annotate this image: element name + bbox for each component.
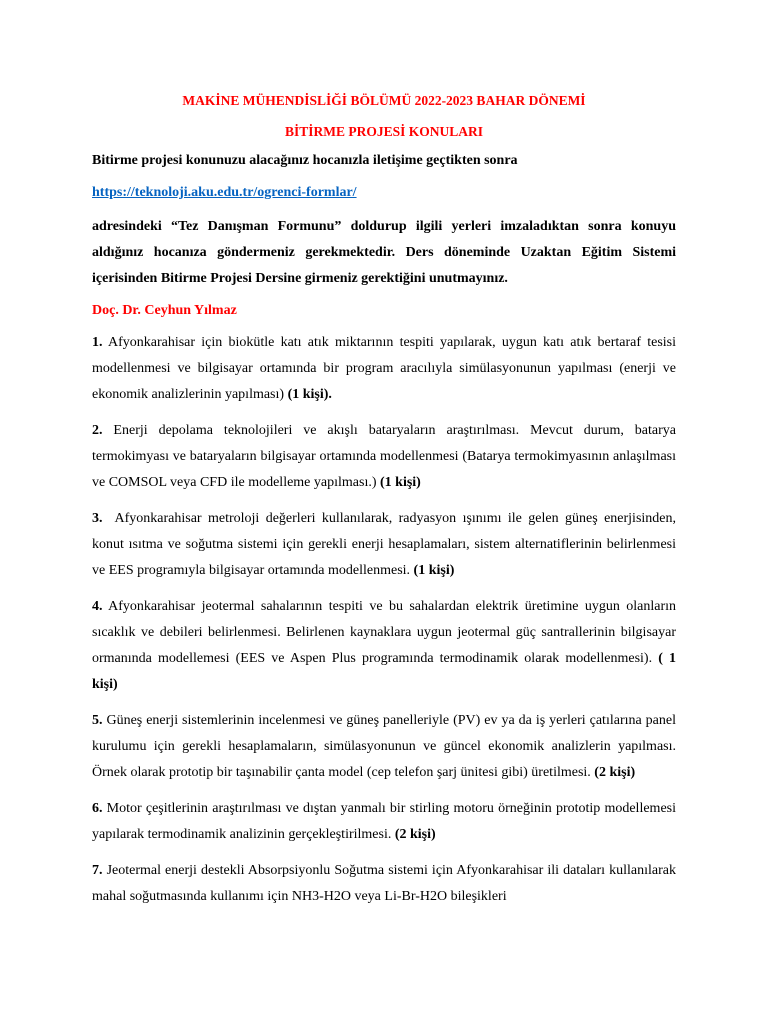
- advisor-name: Doç. Dr. Ceyhun Yılmaz: [92, 303, 237, 318]
- topic-number: 6.: [92, 801, 103, 816]
- topic-person-count: (1 kişi).: [287, 387, 332, 402]
- topic-item: [92, 330, 676, 408]
- topic-list: [92, 330, 676, 910]
- topic-number: 4.: [92, 599, 103, 614]
- topic-person-count: ( 1 kişi): [92, 651, 676, 692]
- topic-number: 1.: [92, 335, 103, 350]
- topic-text: Afyonkarahisar metroloji değerleri kullanılarak, radyasyon ışınımı ile gelen güneş enerjisinden, konut ısıtma ve soğutma sistemi için gerekli enerji hesaplamaları, sistem alternatiflerinin belirlenmesi ve EES programıyla bilgisayar ortamında modellenmesi.: [92, 511, 676, 578]
- topic-number: 7.: [92, 863, 103, 878]
- topic-text: Güneş enerji sistemlerinin incelenmesi ve güneş panelleriyle (PV) ev ya da iş yerleri çatılarına panel kurulumu için gerekli hesaplamaların, simülasyonunun ve güncel ekonomik analizlerin yapılması. Örnek olarak prototip bir taşınabilir çanta model (cep telefon şarj ünitesi gibi) üretilmesi.: [92, 713, 676, 780]
- topic-item: [92, 506, 676, 584]
- instructions-text: adresindeki “Tez Danışman Formunu” doldurup ilgili yerleri imzaladıktan sonra konuyu aldığınız hocanıza göndermeniz gerekmektedir. Ders döneminde Uzaktan Eğitim Sistemi içerisinden Bitirme Projesi Dersine girmeniz gerektiğini unutmayınız.: [92, 219, 676, 286]
- topic-number: 2.: [92, 423, 103, 438]
- form-link-paragraph: [92, 184, 676, 202]
- topic-number: 3.: [92, 511, 103, 526]
- topic-item: [92, 858, 676, 910]
- topic-person-count: (2 kişi): [594, 765, 636, 780]
- form-link[interactable]: https://teknoloji.aku.edu.tr/ogrenci-formlar/: [92, 185, 357, 200]
- topic-number: 5.: [92, 713, 103, 728]
- intro-text: Bitirme projesi konunuzu alacağınız hocanızla iletişime geçtikten sonra: [92, 153, 518, 168]
- topic-text: Enerji depolama teknolojileri ve akışlı bataryaların araştırılması. Mevcut durum, batarya termokimyası ve bataryaların bilgisayar ortamında modellenmesi (Batarya termokimyasının anlaşılması ve COMSOL veya CFD ile modelleme yapılması.): [92, 423, 676, 490]
- topic-item: [92, 796, 676, 848]
- topic-item: [92, 418, 676, 496]
- topic-text: Motor çeşitlerinin araştırılması ve dıştan yanmalı bir stirling motoru örneğinin prototip modellemesi yapılarak termodinamik analizinin gerçekleştirilmesi.: [92, 801, 676, 842]
- topic-text: Jeotermal enerji destekli Absorpsiyonlu Soğutma sistemi için Afyonkarahisar ili dataları kullanılarak mahal soğutmasında kullanımı için NH3-H2O veya Li-Br-H2O bileşikleri: [92, 863, 676, 904]
- topic-person-count: (1 kişi): [413, 563, 455, 578]
- topic-person-count: (1 kişi): [380, 475, 421, 490]
- topic-text: Afyonkarahisar jeotermal sahalarının tespiti ve bu sahalardan elektrik üretimine uygun olanların sıcaklık ve debileri belirlenmesi. Belirlenen kaynaklara uygun jeotermal güç santrallerinin bilgisayar ormanında modellemesi (EES ve Aspen Plus programında termodinamik olarak modellenmesi).: [92, 599, 676, 666]
- topic-text: Afyonkarahisar için biokütle katı atık miktarının tespiti yapılarak, uygun katı atık bertaraf tesisi modellenmesi ve bilgisayar ortamında bir program aracılıyla simülasyonunun yapılması (enerji ve ekonomik analizlerinin yapılması): [92, 335, 676, 402]
- document-title: MAKİNE MÜHENDİSLİĞİ BÖLÜMÜ 2022-2023 BAHAR DÖNEMİ: [182, 93, 586, 108]
- topic-person-count: (2 kişi): [394, 827, 436, 842]
- document-subtitle: BİTİRME PROJESİ KONULARI: [284, 124, 484, 139]
- topic-item: [92, 708, 676, 786]
- topic-item: [92, 594, 676, 698]
